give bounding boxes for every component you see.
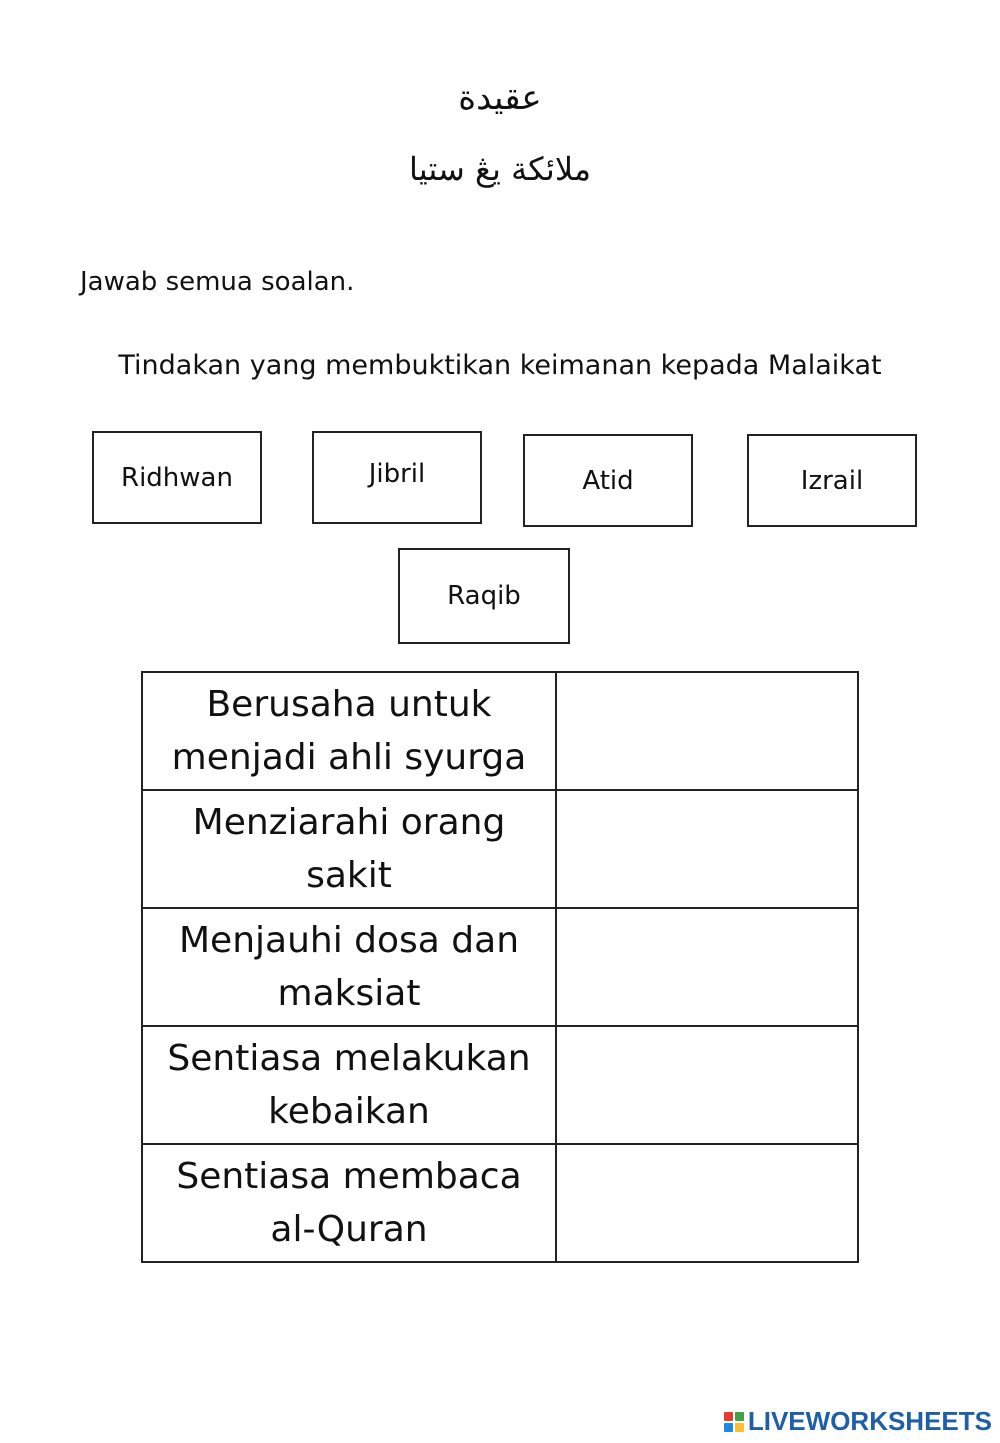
choice-jibril[interactable]	[312, 431, 482, 524]
question-text: Tindakan yang membuktikan keimanan kepada Malaikat	[118, 350, 882, 381]
choice-label: Raqib	[447, 581, 521, 611]
choice-label: Jibril	[368, 458, 426, 489]
choice-ridhwan[interactable]	[92, 431, 262, 524]
logo-square-2	[735, 1412, 744, 1421]
choice-label: Izrail	[800, 465, 864, 496]
table-row	[142, 1026, 858, 1144]
logo-square-3	[724, 1423, 733, 1432]
choice-label: Atid	[582, 465, 634, 496]
logo-square-4	[735, 1423, 744, 1432]
choice-izrail[interactable]	[747, 434, 917, 527]
answer-dropzone[interactable]	[556, 908, 858, 1026]
table-row	[142, 908, 858, 1026]
choice-atid[interactable]	[523, 434, 693, 527]
liveworksheets-logo[interactable]	[724, 1406, 992, 1437]
table-row	[142, 672, 858, 790]
statement-cell: Berusaha untuk menjadi ahli syurga	[142, 672, 556, 790]
answer-dropzone[interactable]	[556, 672, 858, 790]
matching-table	[141, 671, 859, 1263]
topic-subtitle: ملائكة يڠ ستيا	[408, 150, 592, 188]
statement-cell: Menjauhi dosa dan maksiat	[142, 908, 556, 1026]
answer-dropzone[interactable]	[556, 1026, 858, 1144]
liveworksheets-logo-icon	[724, 1412, 744, 1432]
instruction-text: Jawab semua soalan.	[80, 267, 355, 297]
choice-label: Ridhwan	[121, 462, 233, 493]
answer-dropzone[interactable]	[556, 1144, 858, 1262]
answer-dropzone[interactable]	[556, 790, 858, 908]
table-row	[142, 790, 858, 908]
statement-cell: Sentiasa membaca al-Quran	[142, 1144, 556, 1262]
statement-cell: Sentiasa melakukan kebaikan	[142, 1026, 556, 1144]
brand-name: LIVEWORKSHEETS	[747, 1406, 992, 1436]
logo-square-1	[724, 1412, 733, 1421]
choice-raqib[interactable]	[398, 548, 570, 644]
statement-cell: Menziarahi orang sakit	[142, 790, 556, 908]
subject-title: عقيدة	[458, 78, 542, 118]
table-row	[142, 1144, 858, 1262]
